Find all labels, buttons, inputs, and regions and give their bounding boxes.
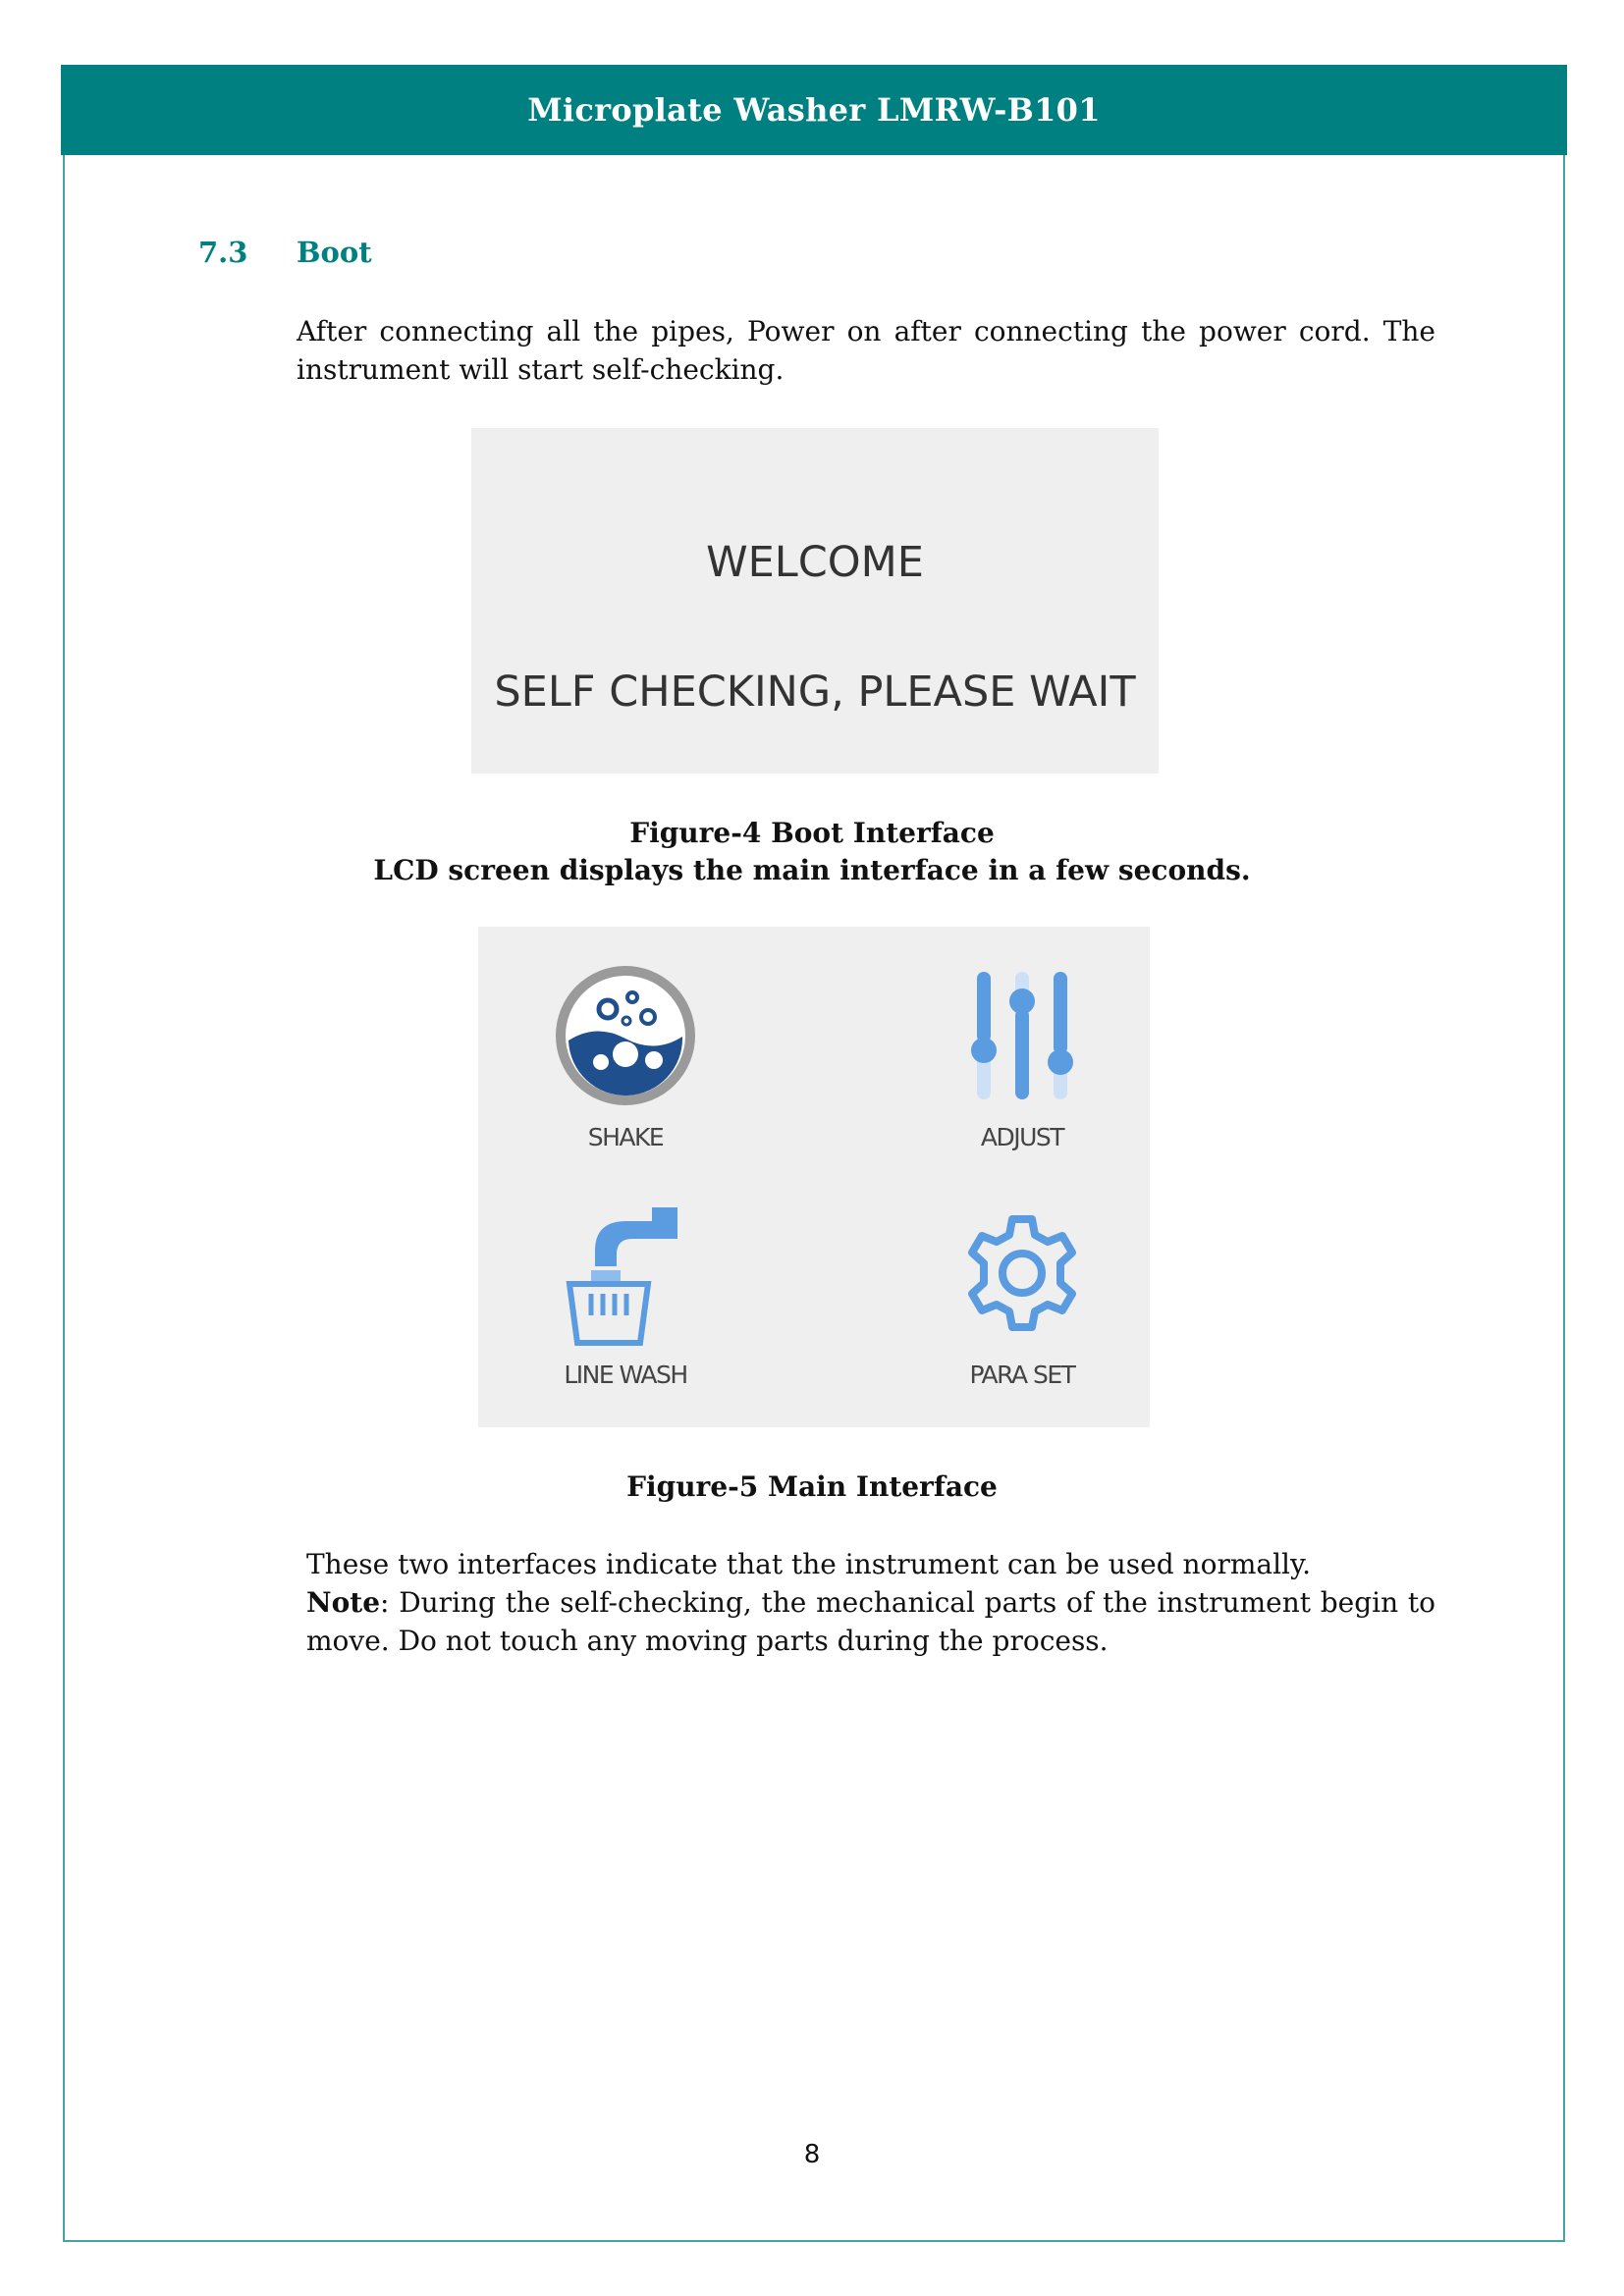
- figure-5-caption: Figure-5 Main Interface: [626, 1470, 998, 1503]
- section-number: 7.3: [198, 236, 248, 269]
- section-heading: [198, 236, 372, 269]
- menu-item-adjust[interactable]: [875, 962, 1169, 1151]
- self-checking-text: SELF CHECKING, PLEASE WAIT: [494, 667, 1136, 717]
- menu-label-shake: SHAKE: [587, 1123, 664, 1151]
- boot-interface-screenshot: [471, 428, 1159, 774]
- main-interface-screenshot: [478, 927, 1150, 1427]
- note-text: : During the self-checking, the mechanical parts of the instrument begin to move. Do not touch any moving parts during the process.: [306, 1586, 1435, 1657]
- note-paragraph: [306, 1583, 1435, 1660]
- document-title: Microplate Washer LMRW-B101: [527, 91, 1101, 129]
- menu-label-line-wash: LINE WASH: [564, 1361, 687, 1389]
- shake-icon: [552, 962, 699, 1109]
- menu-item-para-set[interactable]: [875, 1200, 1169, 1389]
- gear-icon: [948, 1200, 1096, 1347]
- section-title: Boot: [297, 236, 372, 269]
- menu-item-line-wash[interactable]: [478, 1200, 773, 1389]
- page-number: 8: [803, 2140, 821, 2169]
- adjust-sliders-icon: [948, 962, 1096, 1109]
- welcome-text: WELCOME: [706, 538, 924, 587]
- menu-item-shake[interactable]: [478, 962, 773, 1151]
- figure-4-caption: Figure-4 Boot Interface: [629, 817, 995, 849]
- figure-4-subcaption: LCD screen displays the main interface in a few seconds.: [373, 854, 1251, 886]
- header-band: [61, 65, 1567, 155]
- menu-label-para-set: PARA SET: [969, 1361, 1075, 1389]
- body-paragraph: These two interfaces indicate that the instrument can be used normally.: [306, 1548, 1311, 1580]
- intro-paragraph: After connecting all the pipes, Power on after connecting the power cord. The instrument will start self-checking.: [297, 315, 1435, 386]
- menu-label-adjust: ADJUST: [980, 1123, 1064, 1151]
- line-wash-icon: [552, 1200, 699, 1347]
- note-label: Note: [306, 1586, 381, 1619]
